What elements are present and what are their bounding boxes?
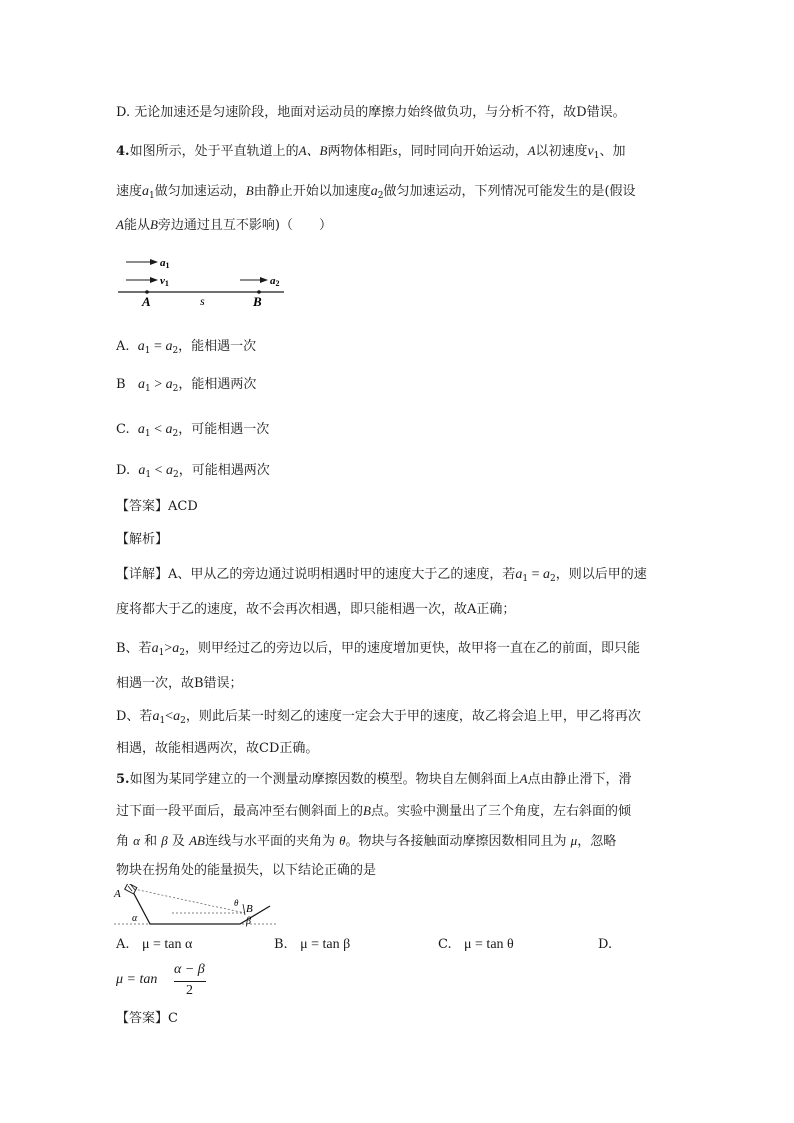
beta-label: β (246, 916, 251, 927)
q5-option-c: C. μ = tan θ (438, 937, 514, 952)
v1-label: v1 (160, 275, 169, 288)
q5-number: 5. (116, 772, 130, 787)
q4-option-d: D. $a_1 < a_2$，可能相遇两次 (116, 463, 270, 480)
q4-explanation-line-1: 【详解】A、甲从乙的旁边通过说明相遇时甲的速度大于乙的速度，若$a_1 = a_2$，则以后甲的速 (116, 567, 647, 584)
a1-label: a1 (160, 257, 170, 270)
q4-explanation-line-6: 相遇，故能相遇两次，故CD正确。 (116, 741, 319, 756)
q4-stem-line-1: 4.如图所示，处于平直轨道上的A、B两物体相距s，同时同向开始运动，A以初速度$v_1$、加 (116, 143, 626, 161)
q5-option-b: B. μ = tan β (274, 937, 351, 952)
q4-figure (112, 252, 290, 310)
q5-answer: 【答案】C (116, 1011, 178, 1026)
q5-option-d-label: D. (598, 937, 613, 952)
a2-label: a2 (270, 275, 280, 288)
point-b-label: B (253, 294, 262, 309)
q4-stem-line-3: A能从B旁边通过且互不影响)（ ） (116, 217, 332, 233)
q3-option-d: D. 无论加速还是匀速阶段，地面对运动员的摩擦力始终做负功，与分析不符，故D错误。 (116, 105, 626, 120)
point-b-label: B (246, 903, 253, 915)
q4-explanation-line-5: D、若$a_1<a_2$，则此后某一时刻乙的速度一定会大于甲的速度，故乙将会追上甲，甲乙将再次 (116, 709, 641, 726)
q4-explanation-line-2: 度将都大于乙的速度，故不会再次相遇，即只能相遇一次，故A正确； (116, 602, 516, 617)
point-a-label: A (142, 294, 151, 309)
q5-stem-line-2: 过下面一段平面后，最高冲至右侧斜面上的B点。实验中测量出了三个角度，左右斜面的倾 (116, 803, 631, 819)
q4-analysis-label: 【解析】 (116, 532, 169, 547)
point-a-label: A (114, 888, 121, 900)
q4-number: 4. (116, 144, 130, 159)
q5-figure (112, 884, 282, 930)
q4-stem-line-2: 速度$a_1$做匀加速运动，B由静止开始以加速度$a_2$做匀加速运动，下列情况可能发生的是(假设 (116, 183, 636, 201)
q5-stem-line-1: 5.如图为某同学建立的一个测量动摩擦因数的模型。物块自左侧斜面上A点由静止滑下，滑 (116, 771, 632, 787)
q4-explanation-line-4: 相遇一次，故B错误； (116, 676, 243, 691)
q5-option-a: A. μ = tan α (116, 937, 193, 952)
q5-stem-line-3: 角 α 和 β 及 AB连线与水平面的夹角为 θ。物块与各接触面动摩擦因数相同且为 μ，忽略 (116, 833, 617, 849)
q4-explanation-line-3: B、若$a_1>a_2$，则甲经过乙的旁边以后，甲的速度增加更快，故甲将一直在乙的前面，即只能 (116, 641, 640, 658)
theta-label: θ (234, 898, 239, 908)
distance-s-label: s (200, 294, 205, 308)
q5-stem-line-4: 物块在拐角处的能量损失，以下结论正确的是 (116, 863, 377, 878)
q4-option-b: B $a_1 > a_2$，能相遇两次 (116, 377, 257, 394)
q4-option-c: C. $a_1 < a_2$，可能相遇一次 (116, 422, 270, 439)
q4-answer: 【答案】ACD (116, 499, 198, 514)
alpha-label: α (132, 913, 138, 924)
q4-option-a: A. $a_1 = a_2$，能相遇一次 (116, 339, 257, 356)
